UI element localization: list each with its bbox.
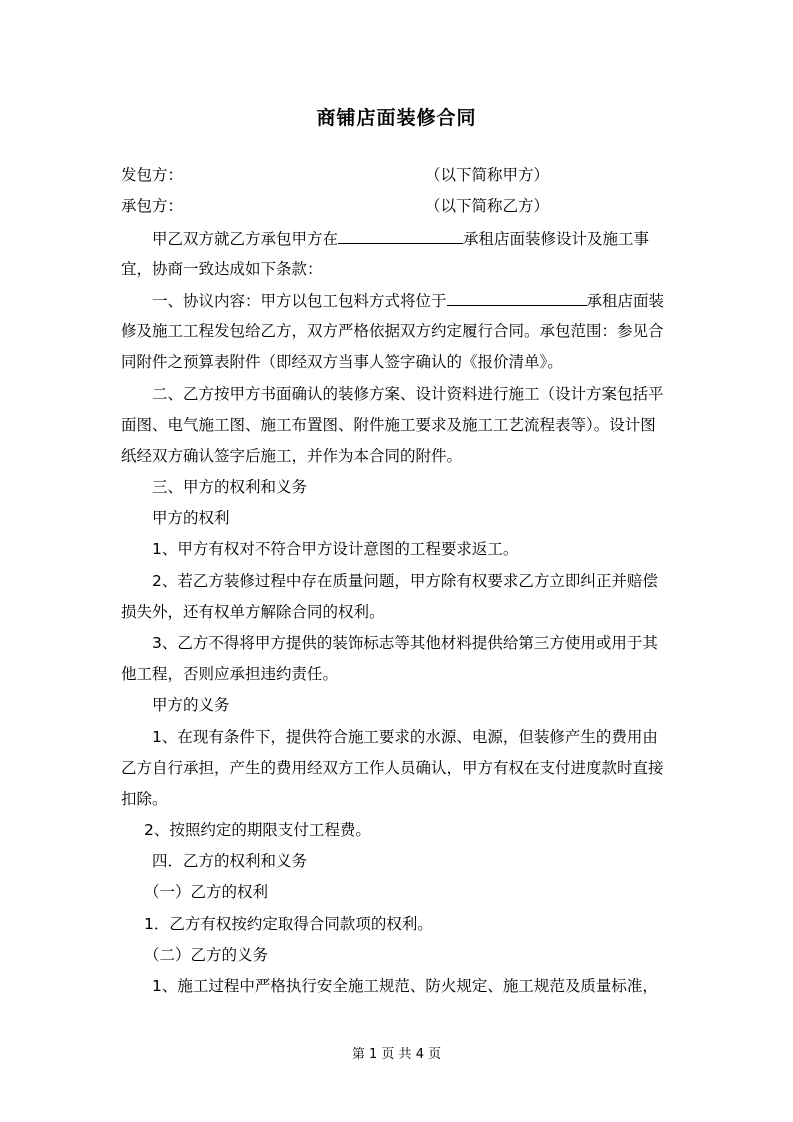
intro-text-b: 承租店面装修设计及施工事 [463, 230, 650, 248]
clause2-line-2: 面图、电气施工图、施工布置图、附件施工要求及施工工艺流程表等）。设计图 [121, 416, 656, 434]
undertaker-alias: （以下简称乙方） [425, 197, 550, 215]
clause1-text-b: 承租店面装 [586, 292, 665, 310]
clause3-heading: 三、甲方的权利和义务 [152, 478, 308, 496]
party-b-duties-heading: （二）乙方的义务 [144, 946, 269, 964]
party-b-right-1: 1．乙方有权按约定取得合同款项的权利。 [144, 915, 433, 933]
party-a-right-3-line-2: 他工程，否则应承担违约责任。 [121, 665, 339, 683]
clause1-line-3: 同附件之预算表附件（即经双方当事人签字确认的《报价清单》。 [121, 353, 563, 371]
party-a-duty-1-line-3: 扣除。 [121, 790, 168, 808]
page-number: 第 1 页 共 4 页 [351, 1047, 442, 1062]
undertaker-label: 承包方： [121, 197, 184, 215]
address-blank [447, 290, 587, 306]
intro-line-1 [152, 228, 649, 249]
party-a-right-1: 1、甲方有权对不符合甲方设计意图的工程要求返工。 [152, 540, 519, 558]
party-a-duty-1-line-2: 乙方自行承担，产生的费用经双方工作人员确认，甲方有权在支付进度款时直接 [121, 759, 664, 777]
contractor-label: 发包方： [121, 166, 184, 184]
party-a-right-2-line-2: 损失外，还有权单方解除合同的权利。 [121, 603, 385, 621]
clause2-line-3: 纸经双方确认签字后施工，并作为本合同的附件。 [121, 447, 463, 465]
intro-line-2: 宜，协商一致达成如下条款： [121, 260, 323, 278]
party-a-duties-heading: 甲方的义务 [152, 696, 230, 714]
clause1-text-a: 一、协议内容：甲方以包工包料方式将位于 [152, 292, 447, 310]
intro-text-a: 甲乙双方就乙方承包甲方在 [152, 230, 339, 248]
clause4-heading: 四．乙方的权利和义务 [152, 852, 308, 870]
document-title: 商铺店面装修合同 [316, 107, 477, 129]
party-b-rights-heading: （一）乙方的权利 [144, 883, 269, 901]
party-a-rights-heading: 甲方的权利 [152, 509, 230, 527]
party-a-duty-2: 2、按照约定的期限支付工程费。 [144, 821, 371, 839]
clause1-line-1 [152, 290, 664, 311]
clause2-line-1: 二、乙方按甲方书面确认的装修方案、设计资料进行施工（设计方案包括平 [152, 385, 664, 403]
clause1-line-2: 修及施工工程发包给乙方，双方严格依据双方约定履行合同。承包范围：参见合 [121, 322, 664, 340]
contractor-alias: （以下简称甲方） [425, 166, 550, 184]
location-blank [338, 228, 463, 244]
party-b-duty-1-line-1: 1、施工过程中严格执行安全施工规范、防火规定、施工规范及质量标准， [152, 977, 658, 995]
party-a-right-3-line-1: 3、乙方不得将甲方提供的装饰标志等其他材料提供给第三方使用或用于其 [152, 634, 658, 652]
party-a-duty-1-line-1: 1、在现有条件下，提供符合施工要求的水源、电源，但装修产生的费用由 [152, 728, 658, 746]
party-a-right-2-line-1: 2、若乙方装修过程中存在质量问题，甲方除有权要求乙方立即纠正并赔偿 [152, 572, 658, 590]
